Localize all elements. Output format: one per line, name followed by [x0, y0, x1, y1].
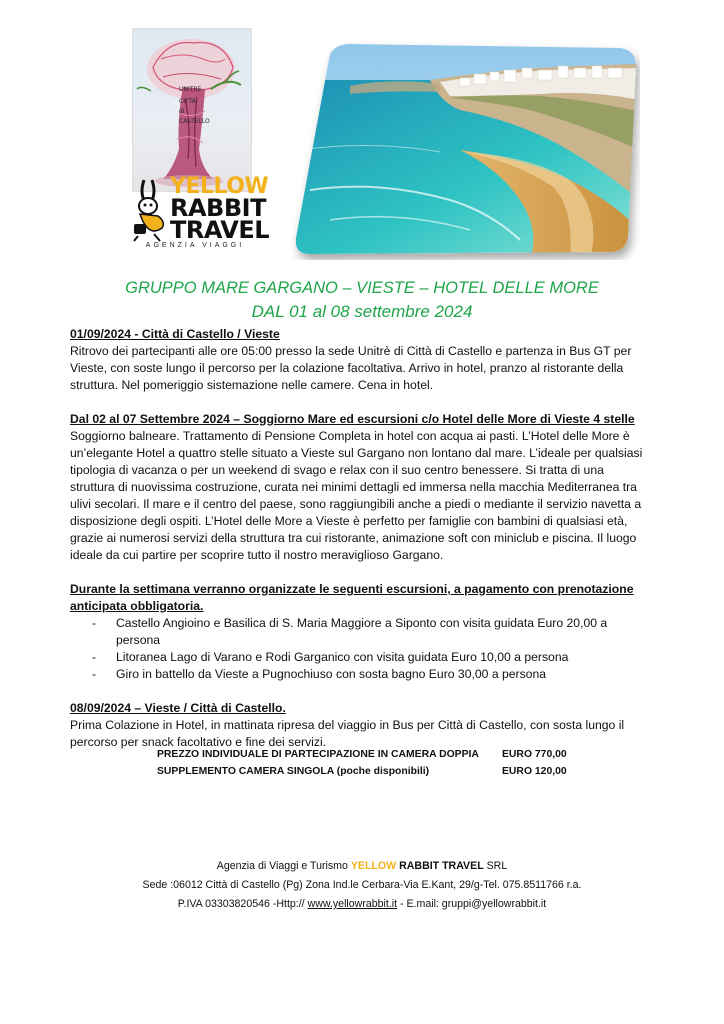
website-link[interactable]: www.yellowrabbit.it	[307, 898, 398, 910]
bullet-dash: -	[92, 667, 97, 681]
brand-word-rabbit: RABBIT	[170, 194, 266, 222]
rabbit-mascot-icon	[130, 178, 172, 242]
footer-brand-bold: RABBIT TRAVEL	[396, 860, 484, 872]
list-item	[70, 666, 650, 683]
agency-footer	[0, 857, 724, 914]
excursion-text: Giro in battello da Vieste a Pugnochiuso con sosta bagno Euro 30,00 a persona	[116, 667, 547, 681]
price-value: EURO 770,00	[502, 749, 567, 760]
price-table	[157, 746, 577, 780]
trip-dates: DAL 01 al 08 settembre 2024	[251, 302, 473, 321]
bullet-dash: -	[92, 650, 97, 664]
day1-heading: 01/09/2024 - Città di Castello / Vieste	[70, 327, 280, 341]
footer-suffix: SRL	[483, 860, 508, 872]
footer-piva: P.IVA 03303820546 -Http://	[177, 898, 308, 910]
itinerary-content	[70, 326, 650, 751]
list-item	[70, 615, 650, 649]
price-value: EURO 120,00	[502, 766, 567, 777]
footer-address: Sede :06012 Città di Castello (Pg) Zona Ind.le Cerbara-Via E.Kant, 29/g-Tel. 075.8511766 r.a.	[142, 879, 582, 891]
excursions-list	[70, 615, 650, 683]
footer-company-line	[0, 857, 724, 876]
tree-illustration-icon	[133, 29, 251, 191]
price-row	[157, 763, 577, 780]
agency-logo-block	[130, 28, 270, 249]
excursion-text: Litoranea Lago di Varano e Rodi Garganico con visita guidata Euro 10,00 a persona	[116, 650, 569, 664]
poster-handwritten-text: di	[179, 108, 185, 115]
footer-contacts	[0, 895, 724, 914]
brand-word-travel: TRAVEL	[170, 216, 270, 244]
brand-word-yellow: YELLOW	[170, 174, 269, 199]
poster-handwritten-text: UNITRE	[179, 86, 202, 93]
return-text: Prima Colazione in Hotel, in mattinata ripresa del viaggio in Bus per Città di Castello, con sosta lungo il percorso per snack facoltativo e fine dei servizi.	[70, 718, 625, 749]
footer-email: - E.mail: gruppi@yellowrabbit.it	[397, 898, 547, 910]
stay-text: Soggiorno balneare. Trattamento di Pensione Completa in hotel con acqua ai pasti. L’Hotel delle More è un’elegante Hotel a quattro stelle situato a Vieste sul Gargano non lontano dal mare. L’ideale per qualsiasi tipologia di vacanza o per un weekend di svago e relax con il suo centro benessere. Si tratta di una struttura di nuovissima costruzione, curata nei minimi dettagli ed immersa nella macchia Mediterranea tra ulivi secolari. Il mare e il centro del paese, sono raggiungibili anche a piedi o mediante il servizio navetta a disposizione degli ospiti. L’Hotel delle More a Vieste è perfetto per famiglie con bambini di qualsiasi età, grazie ai numerosi servizi della struttura tra cui ristorante, animazione soft con miniclub e piscina. Il luogo ideale da cui partire per scoprire tutto il nostro meraviglioso Gargano.	[70, 429, 643, 562]
return-heading: 08/09/2024 – Vieste / Città di Castello.	[70, 701, 286, 715]
excursions-heading: Durante la settimana verranno organizzate le seguenti escursioni, a pagamento con prenotazione anticipata obbligatoria.	[70, 582, 634, 613]
footer-prefix: Agenzia di Viaggi e Turismo	[216, 860, 351, 872]
poster-handwritten-text: CITTÀ	[179, 98, 196, 105]
price-row	[157, 746, 577, 763]
day1-text: Ritrovo dei partecipanti alle ore 05:00 presso la sede Unitrè di Città di Castello e partenza in Bus GT per Vieste, con soste lungo il percorso per la colazione facoltativa. Arrivo in hotel, pranzo al ristorante della struttura. Nel pomeriggio sistemazione nelle camere. Cena in hotel.	[70, 344, 632, 392]
price-label: PREZZO INDIVIDUALE DI PARTECIPAZIONE IN CAMERA DOPPIA	[157, 749, 479, 760]
price-label: SUPPLEMENTO CAMERA SINGOLA (poche disponibili)	[157, 766, 430, 777]
yellow-rabbit-travel-logo	[130, 174, 270, 249]
footer-brand-yellow: YELLOW	[350, 860, 397, 872]
bullet-dash: -	[92, 616, 97, 630]
vieste-beach-photo	[290, 40, 640, 260]
agency-tagline: AGENZIA VIAGGI	[145, 242, 245, 249]
poster-handwritten-text: CASTELLO	[179, 118, 210, 125]
unitre-poster	[132, 28, 252, 192]
excursion-text: Castello Angioino e Basilica di S. Maria Maggiore a Siponto con visita guidata Euro 20,00 a persona	[116, 616, 608, 647]
beach-photo-icon	[290, 40, 640, 260]
stay-heading: Dal 02 al 07 Settembre 2024 – Soggiorno Mare ed escursioni c/o Hotel delle More di Vieste 4 stelle	[70, 412, 635, 426]
trip-title: GRUPPO MARE GARGANO – VIESTE – HOTEL DELLE MORE	[125, 279, 599, 297]
list-item	[70, 649, 650, 666]
